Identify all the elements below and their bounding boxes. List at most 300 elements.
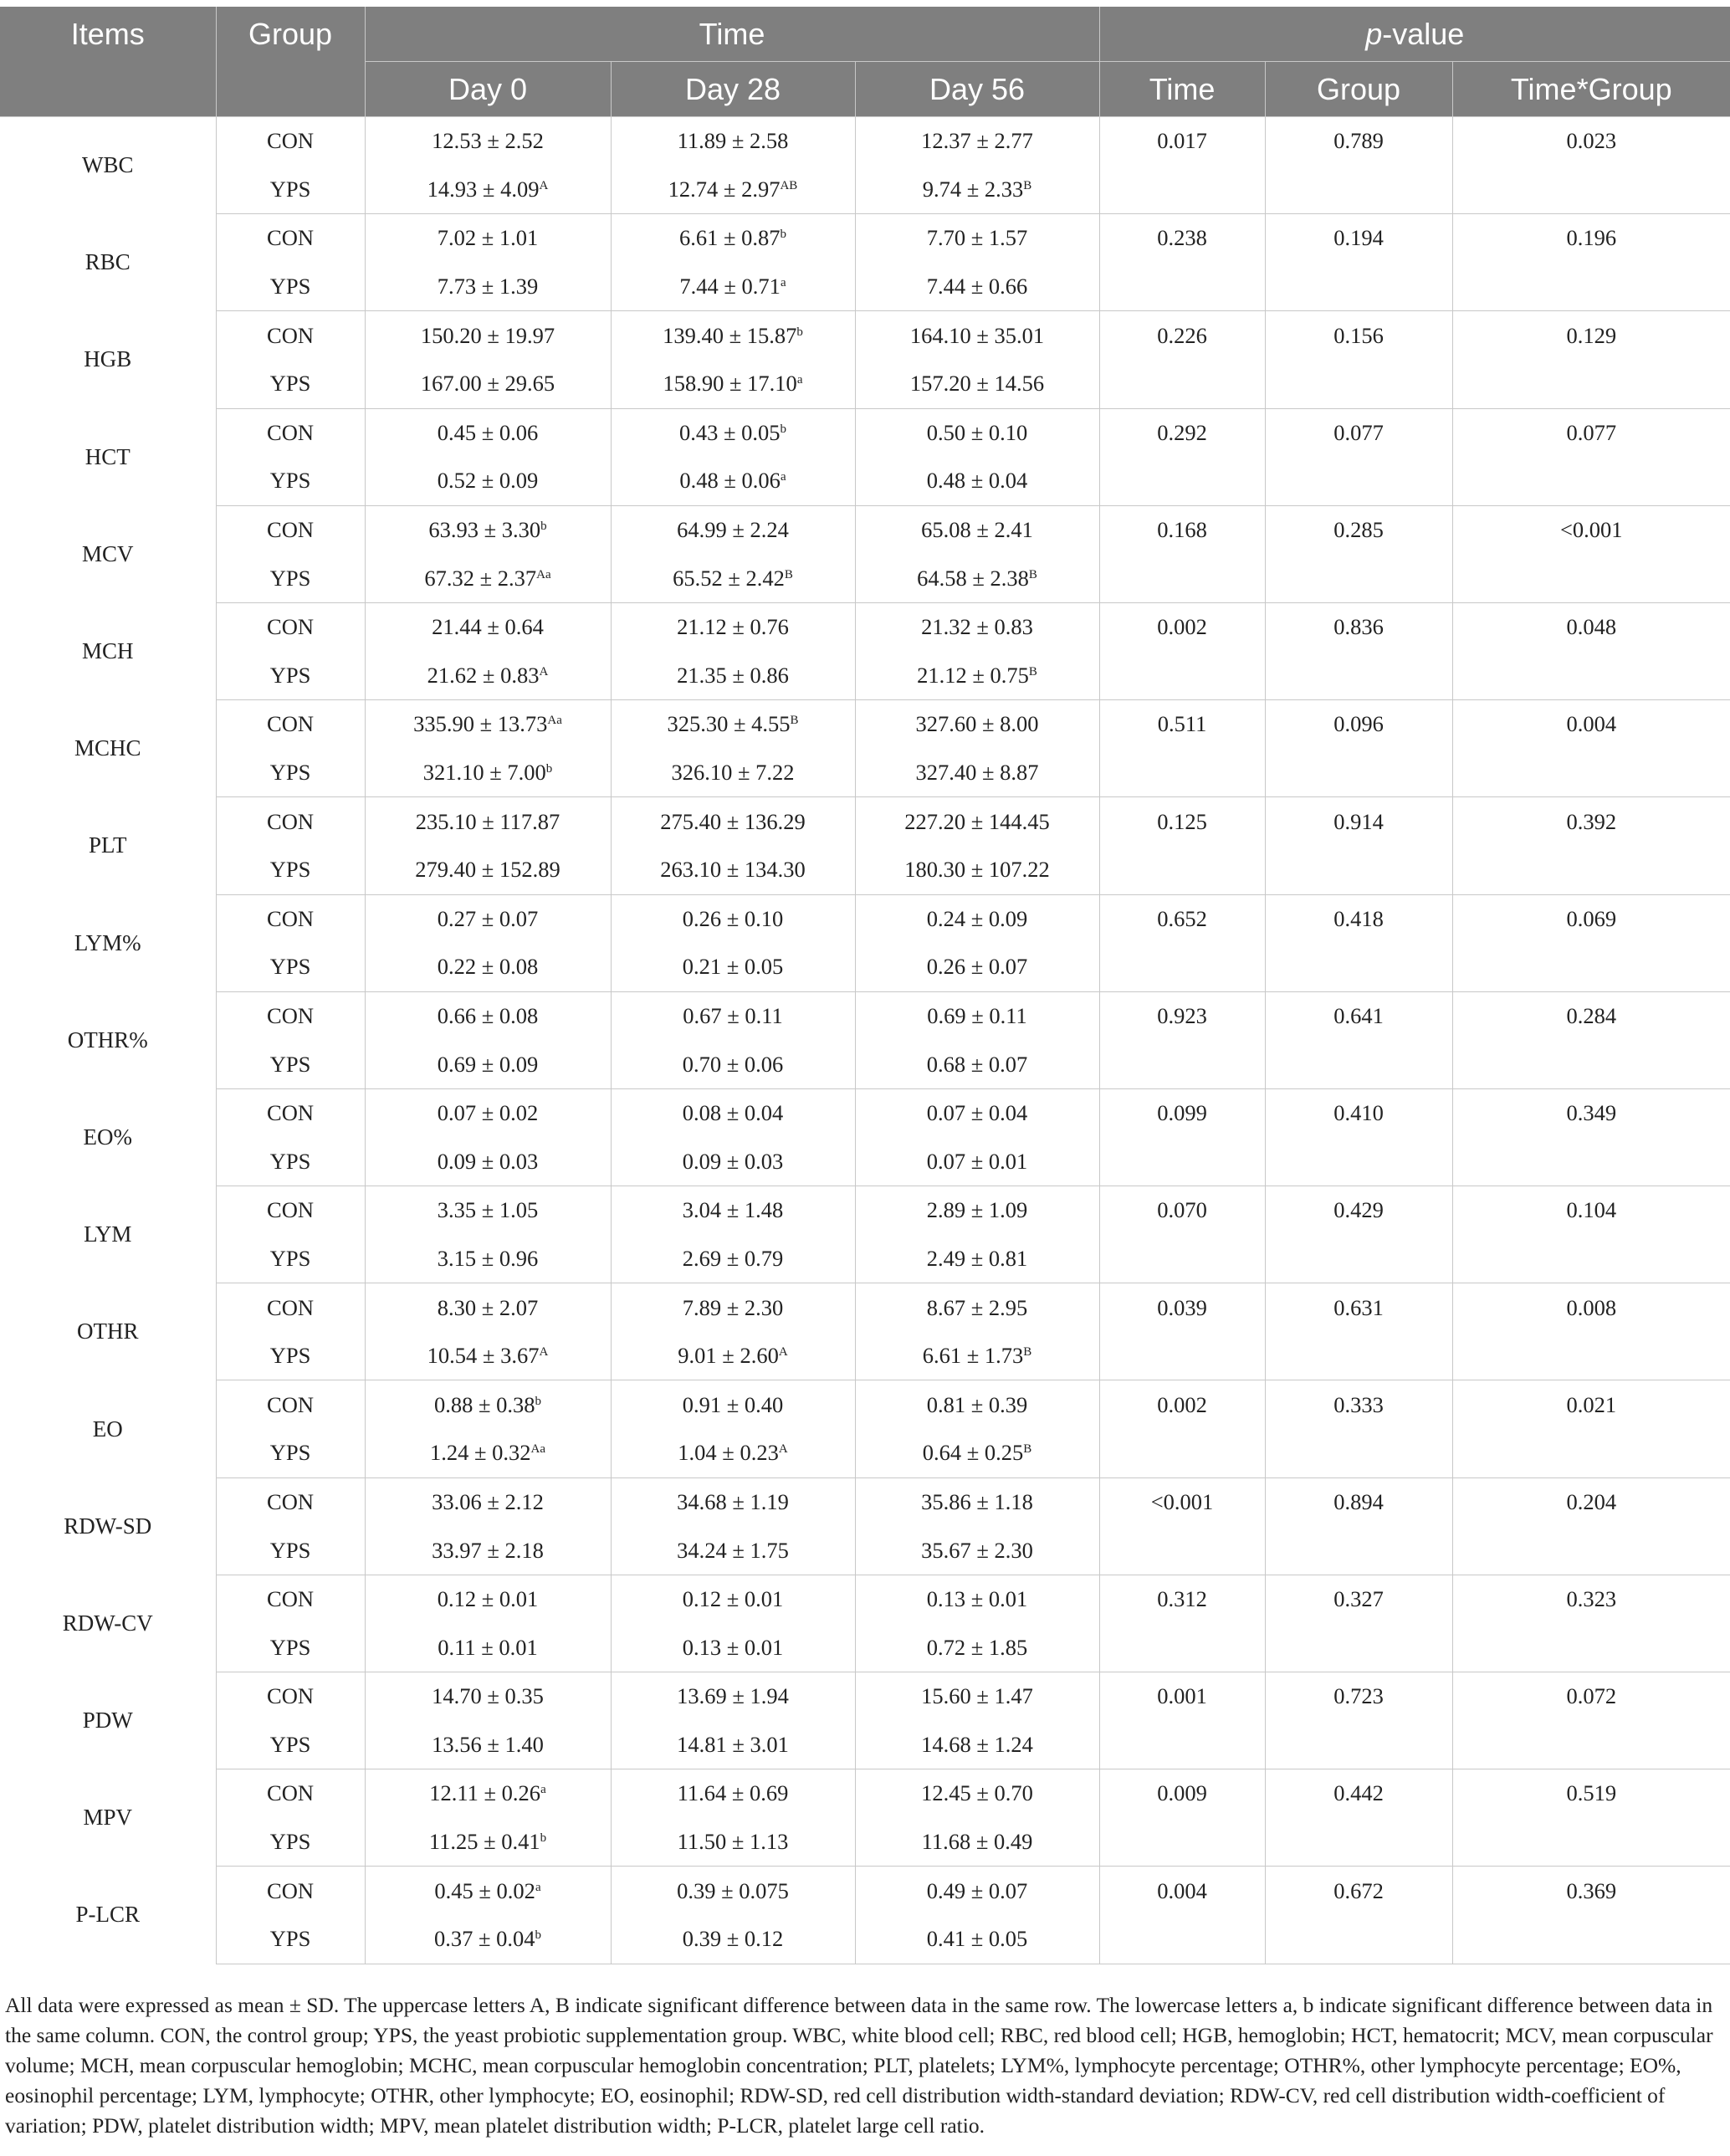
empty-cell bbox=[1452, 1721, 1730, 1769]
value-cell bbox=[611, 263, 855, 311]
table-row bbox=[0, 1040, 1730, 1088]
value-cell bbox=[855, 943, 1099, 991]
mean-sd-value: 150.20 ± 19.97 bbox=[420, 322, 555, 348]
mean-sd-value: 326.10 ± 7.22 bbox=[671, 760, 795, 786]
value-cell bbox=[365, 505, 611, 554]
mean-sd-value: 327.40 ± 8.87 bbox=[915, 760, 1039, 786]
value-cell bbox=[855, 700, 1099, 749]
table-row bbox=[0, 1915, 1730, 1964]
mean-sd-value: 11.68 ± 0.49 bbox=[921, 1829, 1033, 1855]
group-label-yps: YPS bbox=[216, 1235, 365, 1283]
p-group-value: 0.327 bbox=[1265, 1575, 1452, 1623]
p-time-value: 0.652 bbox=[1099, 894, 1265, 943]
mean-sd-value: 263.10 ± 134.30 bbox=[660, 857, 806, 883]
item-label: HCT bbox=[0, 408, 216, 505]
mean-sd-value: 12.11 ± 0.26 bbox=[429, 1780, 541, 1806]
group-label-con: CON bbox=[216, 1283, 365, 1332]
value-cell bbox=[855, 1672, 1099, 1721]
mean-sd-value: 2.69 ± 0.79 bbox=[682, 1245, 784, 1271]
significance-letter: b bbox=[796, 325, 803, 339]
table-row bbox=[0, 1283, 1730, 1332]
significance-letter: a bbox=[796, 373, 803, 387]
mean-sd-value: 0.70 ± 0.06 bbox=[682, 1051, 784, 1077]
mean-sd-value: 12.53 ± 2.52 bbox=[432, 128, 544, 154]
empty-cell bbox=[1099, 1040, 1265, 1088]
group-label-con: CON bbox=[216, 311, 365, 360]
value-cell bbox=[855, 846, 1099, 894]
p-interaction-value: 0.008 bbox=[1566, 1294, 1617, 1320]
p-interaction-value: 0.004 bbox=[1566, 711, 1617, 737]
mean-sd-value: 158.90 ± 17.10 bbox=[663, 371, 797, 397]
item-label: MCV bbox=[0, 505, 216, 602]
value-cell bbox=[365, 263, 611, 311]
mean-sd-value: 0.22 ± 0.08 bbox=[437, 954, 539, 980]
table-body bbox=[0, 117, 1730, 1964]
header-pvalue bbox=[1099, 7, 1730, 62]
empty-cell bbox=[1452, 943, 1730, 991]
mean-sd-value: 180.30 ± 107.22 bbox=[904, 857, 1050, 883]
empty-cell bbox=[1265, 1721, 1452, 1769]
p-interaction-value: 0.284 bbox=[1566, 1002, 1617, 1028]
empty-cell bbox=[1099, 749, 1265, 797]
group-label-con: CON bbox=[216, 1867, 365, 1915]
table-row bbox=[0, 311, 1730, 360]
mean-sd-value: 0.69 ± 0.09 bbox=[437, 1051, 539, 1077]
empty-cell bbox=[1099, 1429, 1265, 1477]
value-cell bbox=[611, 360, 855, 408]
item-label: OTHR bbox=[0, 1283, 216, 1380]
mean-sd-value: 12.37 ± 2.77 bbox=[921, 128, 1033, 154]
empty-cell bbox=[1265, 1623, 1452, 1672]
mean-sd-value: 8.67 ± 2.95 bbox=[926, 1294, 1028, 1320]
mean-sd-value: 63.93 ± 3.30 bbox=[428, 517, 541, 543]
group-label-con: CON bbox=[216, 991, 365, 1040]
mean-sd-value: 11.64 ± 0.69 bbox=[677, 1780, 789, 1806]
mean-sd-value: 0.26 ± 0.07 bbox=[926, 954, 1028, 980]
empty-cell bbox=[1265, 749, 1452, 797]
value-cell bbox=[611, 1137, 855, 1186]
value-cell bbox=[855, 1915, 1099, 1964]
header-group: Group bbox=[216, 7, 365, 117]
value-cell bbox=[611, 1623, 855, 1672]
p-time-value: 0.226 bbox=[1099, 311, 1265, 360]
value-cell bbox=[365, 1380, 611, 1429]
mean-sd-value: 0.50 ± 0.10 bbox=[926, 419, 1028, 445]
mean-sd-value: 21.62 ± 0.83 bbox=[427, 662, 540, 688]
item-label: EO bbox=[0, 1380, 216, 1477]
header-p-group: Group bbox=[1265, 62, 1452, 117]
table-row bbox=[0, 846, 1730, 894]
mean-sd-value: 275.40 ± 136.29 bbox=[660, 808, 806, 834]
value-cell bbox=[855, 214, 1099, 263]
p-interaction-value: 0.369 bbox=[1566, 1877, 1617, 1903]
mean-sd-value: 34.24 ± 1.75 bbox=[677, 1537, 789, 1563]
group-label-con: CON bbox=[216, 894, 365, 943]
value-cell bbox=[855, 1867, 1099, 1915]
value-cell bbox=[855, 1040, 1099, 1088]
p-time-value: 0.004 bbox=[1099, 1867, 1265, 1915]
mean-sd-value: 0.12 ± 0.01 bbox=[682, 1586, 784, 1612]
table-row bbox=[0, 652, 1730, 700]
mean-sd-value: 13.69 ± 1.94 bbox=[677, 1683, 789, 1709]
value-cell bbox=[855, 1477, 1099, 1526]
empty-cell bbox=[1099, 1721, 1265, 1769]
significance-letter: B bbox=[1023, 1345, 1032, 1360]
p-interaction-value: 0.204 bbox=[1566, 1488, 1617, 1514]
item-label: PLT bbox=[0, 797, 216, 894]
empty-cell bbox=[1099, 1818, 1265, 1867]
significance-letter: b bbox=[535, 1928, 542, 1943]
group-label-con: CON bbox=[216, 505, 365, 554]
item-label: HGB bbox=[0, 311, 216, 408]
table-row bbox=[0, 1477, 1730, 1526]
mean-sd-value: 35.86 ± 1.18 bbox=[921, 1488, 1033, 1514]
empty-cell bbox=[1265, 1818, 1452, 1867]
mean-sd-value: 0.39 ± 0.12 bbox=[682, 1926, 784, 1952]
mean-sd-value: 0.48 ± 0.06 bbox=[679, 468, 781, 494]
mean-sd-value: 9.74 ± 2.33 bbox=[922, 176, 1024, 202]
table-row bbox=[0, 1623, 1730, 1672]
mean-sd-value: 0.67 ± 0.11 bbox=[683, 1002, 783, 1028]
mean-sd-value: 21.44 ± 0.64 bbox=[432, 614, 544, 640]
mean-sd-value: 9.01 ± 2.60 bbox=[678, 1343, 779, 1369]
empty-cell bbox=[1099, 1332, 1265, 1380]
item-label: RDW-CV bbox=[0, 1575, 216, 1672]
value-cell bbox=[611, 1088, 855, 1137]
value-cell bbox=[365, 1672, 611, 1721]
p-interaction-value: 0.392 bbox=[1566, 808, 1617, 834]
group-label-con: CON bbox=[216, 602, 365, 651]
value-cell bbox=[365, 700, 611, 749]
significance-letter: B bbox=[790, 714, 799, 728]
empty-cell bbox=[1265, 1429, 1452, 1477]
table-row bbox=[0, 1818, 1730, 1867]
empty-cell bbox=[1099, 457, 1265, 505]
value-cell bbox=[365, 1429, 611, 1477]
table-row bbox=[0, 1526, 1730, 1575]
value-cell bbox=[855, 554, 1099, 602]
value-cell bbox=[611, 700, 855, 749]
mean-sd-value: 0.11 ± 0.01 bbox=[438, 1634, 538, 1660]
value-cell bbox=[611, 214, 855, 263]
mean-sd-value: 327.60 ± 8.00 bbox=[915, 711, 1039, 737]
mean-sd-value: 0.52 ± 0.09 bbox=[437, 468, 539, 494]
p-time-value: 0.168 bbox=[1099, 505, 1265, 554]
empty-cell bbox=[1265, 457, 1452, 505]
p-group-value: 0.641 bbox=[1265, 991, 1452, 1040]
mean-sd-value: 0.91 ± 0.40 bbox=[682, 1391, 784, 1417]
header-day28: Day 28 bbox=[611, 62, 855, 117]
p-time-value: 0.002 bbox=[1099, 1380, 1265, 1429]
group-label-yps: YPS bbox=[216, 846, 365, 894]
value-cell bbox=[365, 1769, 611, 1818]
table-row bbox=[0, 1429, 1730, 1477]
item-label: MCH bbox=[0, 602, 216, 699]
table-row bbox=[0, 1867, 1730, 1915]
value-cell bbox=[365, 991, 611, 1040]
value-cell bbox=[611, 894, 855, 943]
empty-cell bbox=[1099, 554, 1265, 602]
mean-sd-value: 14.93 ± 4.09 bbox=[427, 176, 540, 202]
group-label-con: CON bbox=[216, 1088, 365, 1137]
value-cell bbox=[855, 457, 1099, 505]
value-cell bbox=[365, 652, 611, 700]
significance-letter: Aa bbox=[547, 714, 562, 728]
value-cell bbox=[855, 991, 1099, 1040]
significance-letter: b bbox=[540, 520, 547, 534]
group-label-yps: YPS bbox=[216, 360, 365, 408]
value-cell bbox=[611, 1332, 855, 1380]
table-row bbox=[0, 797, 1730, 846]
empty-cell bbox=[1452, 1235, 1730, 1283]
value-cell bbox=[365, 1915, 611, 1964]
value-cell bbox=[365, 1867, 611, 1915]
group-label-con: CON bbox=[216, 1477, 365, 1526]
mean-sd-value: 3.04 ± 1.48 bbox=[682, 1197, 784, 1223]
empty-cell bbox=[1099, 1915, 1265, 1964]
value-cell bbox=[365, 1088, 611, 1137]
value-cell bbox=[365, 1721, 611, 1769]
mean-sd-value: 227.20 ± 144.45 bbox=[904, 808, 1050, 834]
mean-sd-value: 167.00 ± 29.65 bbox=[420, 371, 555, 397]
table-row bbox=[0, 1380, 1730, 1429]
value-cell bbox=[611, 1283, 855, 1332]
empty-cell bbox=[1099, 1526, 1265, 1575]
value-cell bbox=[855, 360, 1099, 408]
significance-letter: b bbox=[535, 1394, 542, 1408]
empty-cell bbox=[1265, 652, 1452, 700]
item-label: MCHC bbox=[0, 700, 216, 797]
value-cell bbox=[611, 1672, 855, 1721]
empty-cell bbox=[1099, 1623, 1265, 1672]
p-interaction-value: 0.077 bbox=[1566, 419, 1617, 445]
mean-sd-value: 33.06 ± 2.12 bbox=[432, 1488, 544, 1514]
mean-sd-value: 335.90 ± 13.73 bbox=[413, 711, 548, 737]
value-cell bbox=[855, 117, 1099, 166]
table-row bbox=[0, 457, 1730, 505]
table-row bbox=[0, 1186, 1730, 1235]
value-cell bbox=[855, 1429, 1099, 1477]
significance-letter: B bbox=[1023, 178, 1032, 192]
p-group-value: 0.096 bbox=[1265, 700, 1452, 749]
mean-sd-value: 21.12 ± 0.75 bbox=[917, 662, 1029, 688]
p-time-value: 0.002 bbox=[1099, 602, 1265, 651]
value-cell bbox=[855, 1721, 1099, 1769]
mean-sd-value: 0.07 ± 0.04 bbox=[926, 1100, 1028, 1126]
item-label: EO% bbox=[0, 1088, 216, 1186]
mean-sd-value: 235.10 ± 117.87 bbox=[415, 808, 560, 834]
p-group-value: 0.410 bbox=[1265, 1088, 1452, 1137]
empty-cell bbox=[1452, 1332, 1730, 1380]
empty-cell bbox=[1265, 1526, 1452, 1575]
mean-sd-value: 21.12 ± 0.76 bbox=[677, 614, 789, 640]
mean-sd-value: 7.70 ± 1.57 bbox=[926, 225, 1028, 251]
mean-sd-value: 0.37 ± 0.04 bbox=[433, 1926, 535, 1952]
mean-sd-value: 14.68 ± 1.24 bbox=[921, 1731, 1033, 1757]
value-cell bbox=[855, 1283, 1099, 1332]
empty-cell bbox=[1265, 360, 1452, 408]
p-group-value: 0.836 bbox=[1265, 602, 1452, 651]
item-label: P-LCR bbox=[0, 1867, 216, 1964]
table-row bbox=[0, 554, 1730, 602]
value-cell bbox=[365, 408, 611, 457]
mean-sd-value: 0.08 ± 0.04 bbox=[682, 1100, 784, 1126]
table-row bbox=[0, 263, 1730, 311]
group-label-yps: YPS bbox=[216, 1818, 365, 1867]
table-row bbox=[0, 943, 1730, 991]
value-cell bbox=[365, 797, 611, 846]
empty-cell bbox=[1265, 554, 1452, 602]
p-group-value: 0.429 bbox=[1265, 1186, 1452, 1235]
value-cell bbox=[855, 263, 1099, 311]
empty-cell bbox=[1452, 166, 1730, 214]
empty-cell bbox=[1265, 846, 1452, 894]
significance-letter: a bbox=[535, 1880, 541, 1894]
value-cell bbox=[365, 1526, 611, 1575]
value-cell bbox=[365, 1186, 611, 1235]
item-label: LYM bbox=[0, 1186, 216, 1283]
value-cell bbox=[611, 602, 855, 651]
p-time-value: 0.070 bbox=[1099, 1186, 1265, 1235]
value-cell bbox=[855, 602, 1099, 651]
significance-letter: b bbox=[540, 1831, 547, 1846]
p-time-value: 0.017 bbox=[1099, 117, 1265, 166]
p-group-value: 0.723 bbox=[1265, 1672, 1452, 1721]
group-label-con: CON bbox=[216, 1672, 365, 1721]
value-cell bbox=[855, 311, 1099, 360]
value-cell bbox=[365, 943, 611, 991]
value-cell bbox=[855, 505, 1099, 554]
empty-cell bbox=[1265, 1040, 1452, 1088]
empty-cell bbox=[1452, 1915, 1730, 1964]
significance-letter: AB bbox=[780, 178, 798, 192]
mean-sd-value: 7.02 ± 1.01 bbox=[437, 225, 539, 251]
empty-cell bbox=[1265, 1137, 1452, 1186]
empty-cell bbox=[1452, 846, 1730, 894]
item-label: OTHR% bbox=[0, 991, 216, 1088]
value-cell bbox=[365, 311, 611, 360]
group-label-con: CON bbox=[216, 700, 365, 749]
table-row bbox=[0, 1769, 1730, 1818]
group-label-yps: YPS bbox=[216, 1040, 365, 1088]
mean-sd-value: 0.88 ± 0.38 bbox=[433, 1391, 535, 1417]
value-cell bbox=[611, 166, 855, 214]
value-cell bbox=[365, 1332, 611, 1380]
value-cell bbox=[855, 1332, 1099, 1380]
group-label-con: CON bbox=[216, 408, 365, 457]
mean-sd-value: 0.49 ± 0.07 bbox=[926, 1877, 1028, 1903]
mean-sd-value: 0.48 ± 0.04 bbox=[926, 468, 1028, 494]
value-cell bbox=[611, 1867, 855, 1915]
p-interaction-value: 0.196 bbox=[1566, 225, 1617, 251]
mean-sd-value: 0.68 ± 0.07 bbox=[926, 1051, 1028, 1077]
significance-letter: Aa bbox=[536, 567, 551, 581]
mean-sd-value: 8.30 ± 2.07 bbox=[437, 1294, 539, 1320]
mean-sd-value: 67.32 ± 2.37 bbox=[424, 565, 537, 591]
group-label-yps: YPS bbox=[216, 652, 365, 700]
mean-sd-value: 0.12 ± 0.01 bbox=[437, 1586, 539, 1612]
value-cell bbox=[365, 1137, 611, 1186]
p-group-value: 0.789 bbox=[1265, 117, 1452, 166]
group-label-con: CON bbox=[216, 214, 365, 263]
mean-sd-value: 0.26 ± 0.10 bbox=[682, 905, 784, 931]
table-row bbox=[0, 602, 1730, 651]
value-cell bbox=[611, 1380, 855, 1429]
empty-cell bbox=[1099, 263, 1265, 311]
value-cell bbox=[611, 749, 855, 797]
mean-sd-value: 35.67 ± 2.30 bbox=[921, 1537, 1033, 1563]
table-row bbox=[0, 505, 1730, 554]
group-label-con: CON bbox=[216, 1186, 365, 1235]
group-label-yps: YPS bbox=[216, 1526, 365, 1575]
empty-cell bbox=[1099, 943, 1265, 991]
header-items: Items bbox=[0, 7, 216, 117]
empty-cell bbox=[1099, 1235, 1265, 1283]
value-cell bbox=[855, 797, 1099, 846]
value-cell bbox=[365, 1818, 611, 1867]
mean-sd-value: 12.74 ± 2.97 bbox=[668, 176, 781, 202]
value-cell bbox=[365, 1623, 611, 1672]
value-cell bbox=[611, 1915, 855, 1964]
mean-sd-value: 0.13 ± 0.01 bbox=[682, 1634, 784, 1660]
group-label-con: CON bbox=[216, 1575, 365, 1623]
table-footnote: All data were expressed as mean ± SD. The uppercase letters A, B indicate significant difference between data in the same row. The lowercase letters a, b indicate significant difference between data in the same column. CON, the control group; YPS, the yeast probiotic supplementation group. WBC, white blood cell; RBC, red blood cell; HGB, hemoglobin; HCT, hematocrit; MCV, mean corpuscular volume; MCH, mean corpuscular hemoglobin; MCHC, mean corpuscular hemoglobin concentration; PLT, platelets; LYM%, lymphocyte percentage; OTHR%, other lymphocyte percentage; EO%, eosinophil percentage; LYM, lymphocyte; OTHR, other lymphocyte; EO, eosinophil; RDW-SD, red cell distribution width-standard deviation; RDW-CV, red cell distribution width-coefficient of variation; PDW, platelet distribution width; MPV, mean platelet distribution width; P-LCR, platelet large cell ratio. bbox=[5, 1993, 1713, 2138]
value-cell bbox=[611, 1040, 855, 1088]
p-time-value: <0.001 bbox=[1099, 1477, 1265, 1526]
mean-sd-value: 2.49 ± 0.81 bbox=[926, 1245, 1028, 1271]
value-cell bbox=[855, 1137, 1099, 1186]
p-group-value: 0.442 bbox=[1265, 1769, 1452, 1818]
mean-sd-value: 1.04 ± 0.23 bbox=[678, 1440, 779, 1466]
mean-sd-value: 6.61 ± 1.73 bbox=[922, 1343, 1024, 1369]
value-cell bbox=[855, 652, 1099, 700]
value-cell bbox=[611, 1477, 855, 1526]
p-interaction-value: 0.519 bbox=[1566, 1780, 1617, 1806]
p-interaction-value: 0.023 bbox=[1566, 128, 1617, 154]
empty-cell bbox=[1452, 1040, 1730, 1088]
table-row bbox=[0, 360, 1730, 408]
empty-cell bbox=[1452, 457, 1730, 505]
empty-cell bbox=[1452, 1526, 1730, 1575]
mean-sd-value: 21.32 ± 0.83 bbox=[921, 614, 1033, 640]
group-label-con: CON bbox=[216, 1380, 365, 1429]
mean-sd-value: 14.70 ± 0.35 bbox=[432, 1683, 544, 1709]
p-time-value: 0.125 bbox=[1099, 797, 1265, 846]
mean-sd-value: 0.07 ± 0.02 bbox=[437, 1100, 539, 1126]
mean-sd-value: 7.73 ± 1.39 bbox=[437, 274, 539, 300]
item-label: RBC bbox=[0, 214, 216, 311]
mean-sd-value: 0.72 ± 1.85 bbox=[926, 1634, 1028, 1660]
table-row bbox=[0, 749, 1730, 797]
group-label-yps: YPS bbox=[216, 554, 365, 602]
group-label-con: CON bbox=[216, 117, 365, 166]
group-label-yps: YPS bbox=[216, 1915, 365, 1964]
empty-cell bbox=[1452, 749, 1730, 797]
mean-sd-value: 157.20 ± 14.56 bbox=[909, 371, 1045, 397]
mean-sd-value: 6.61 ± 0.87 bbox=[678, 225, 781, 251]
header-time: Time bbox=[365, 7, 1099, 62]
mean-sd-value: 65.52 ± 2.42 bbox=[673, 565, 785, 591]
mean-sd-value: 21.35 ± 0.86 bbox=[677, 662, 789, 688]
value-cell bbox=[611, 1429, 855, 1477]
p-group-value: 0.914 bbox=[1265, 797, 1452, 846]
hematology-table bbox=[0, 7, 1730, 1964]
significance-letter: B bbox=[784, 567, 793, 581]
p-group-value: 0.194 bbox=[1265, 214, 1452, 263]
mean-sd-value: 34.68 ± 1.19 bbox=[677, 1488, 789, 1514]
empty-cell bbox=[1099, 1137, 1265, 1186]
p-time-value: 0.923 bbox=[1099, 991, 1265, 1040]
